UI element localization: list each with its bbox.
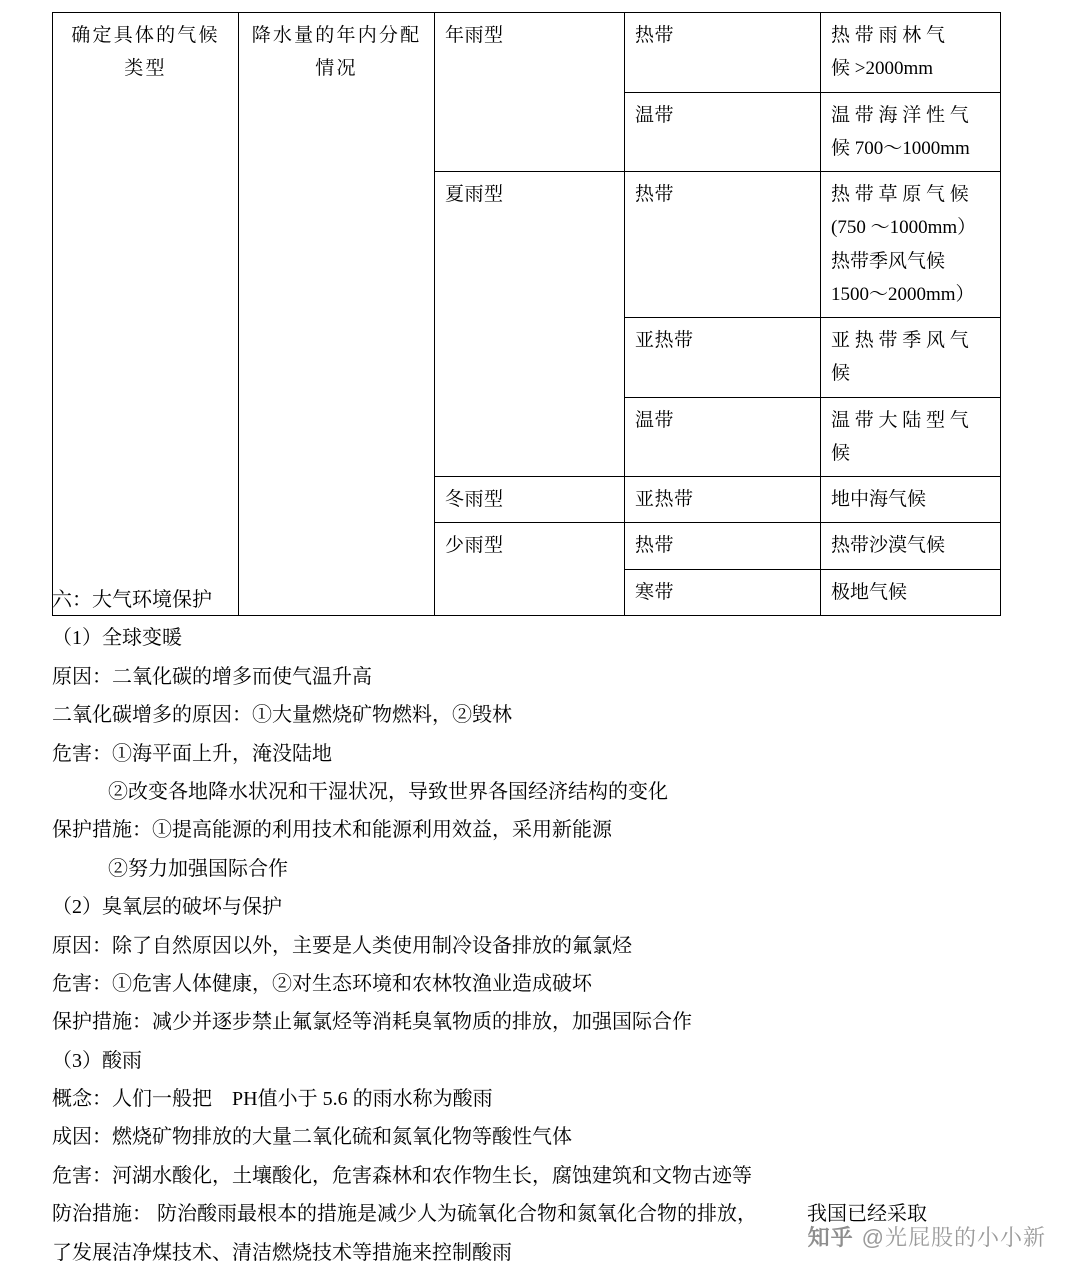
cell-text-line: 温 带 大 陆 型 气 [831, 409, 969, 431]
cell-text: 冬雨型 [445, 489, 504, 510]
note-line: 保护措施：①提高能源的利用技术和能源利用效益，采用新能源 [52, 819, 612, 842]
table-cell-zone [625, 397, 821, 477]
table-cell-zone [625, 92, 821, 172]
table-cell-zone [625, 477, 821, 523]
note-line: （2）臭氧层的破坏与保护 [52, 896, 282, 919]
table-cell-climate [821, 92, 1001, 172]
cell-text: 热带 [635, 25, 675, 46]
table-cell-precipitation-distribution [239, 13, 435, 616]
table-row [53, 13, 1001, 93]
cell-text-line: 候 >2000mm [831, 58, 934, 80]
note-line: ②改变各地降水状况和干湿状况，导致世界各国经济结构的变化 [108, 780, 668, 803]
note-line: 原因：二氧化碳的增多而使气温升高 [52, 665, 372, 688]
note-line: 成因：燃烧矿物排放的大量二氧化硫和氮氧化物等酸性气体 [52, 1126, 572, 1149]
cell-text-line: 热带季风气候 [831, 250, 946, 272]
table-cell-zone [625, 523, 821, 569]
cell-text: 少雨型 [445, 535, 504, 557]
cell-text: 亚热带 [635, 330, 694, 351]
cell-text-line: 1500～2000mm） [831, 283, 975, 305]
note-line: ②努力加强国际合作 [108, 857, 288, 880]
cell-text-line: 热 带 雨 林 气 [831, 25, 946, 46]
note-line: 原因：除了自然原因以外，主要是人类使用制冷设备排放的氟氯烃 [52, 934, 632, 957]
note-line: 概念：人们一般把 PH值小于 5.6 的雨水称为酸雨 [52, 1088, 493, 1111]
climate-type-table [52, 12, 1001, 616]
cell-text: 确定具体的气候类型 [71, 25, 220, 80]
note-line: 了发展洁净煤技术、清洁燃烧技术等措施来控制酸雨 [52, 1241, 512, 1264]
cell-text: 亚热带 [635, 489, 694, 510]
note-line: 防治措施： 防治酸雨最根本的措施是减少人为硫氧化合物和氮氧化合物的排放， 我国已经采取 [52, 1203, 927, 1226]
table-cell-climate [821, 318, 1001, 398]
cell-text: 温带 [635, 104, 675, 126]
table-cell-zone [625, 13, 821, 93]
cell-text-line: 温 带 海 洋 性 气 [831, 104, 969, 126]
cell-text: 寒带 [635, 581, 675, 603]
cell-text-line: 热带沙漠气候 [831, 535, 946, 557]
note-line: 危害：河湖水酸化，土壤酸化，危害森林和农作物生长，腐蚀建筑和文物古迹等 [52, 1164, 752, 1187]
watermark [808, 1221, 1046, 1252]
notes-body [52, 582, 1012, 1273]
cell-text-line: 候 [831, 363, 851, 385]
cell-text-line: 极地气候 [831, 581, 908, 603]
table-cell-climate [821, 13, 1001, 93]
cell-text-line: 热 带 草 原 气 候 [831, 184, 969, 205]
cell-text-line: 亚 热 带 季 风 气 [831, 330, 969, 351]
table-cell-rain-type [435, 477, 625, 523]
note-line: 六：大气环境保护 [52, 589, 212, 611]
table-cell-climate [821, 172, 1001, 318]
note-line: 保护措施：减少并逐步禁止氟氯烃等消耗臭氧物质的排放，加强国际合作 [52, 1011, 692, 1034]
cell-text: 温带 [635, 409, 675, 431]
table-cell-zone [625, 172, 821, 318]
table-cell-climate [821, 397, 1001, 477]
cell-text: 降水量的年内分配情况 [251, 25, 422, 80]
cell-text-line: (750 ～1000mm） [831, 217, 977, 239]
cell-text-line: 候 700～1000mm [831, 137, 970, 159]
cell-text: 夏雨型 [445, 184, 504, 205]
table-cell-rain-type [435, 172, 625, 477]
note-line: （1）全球变暖 [52, 627, 182, 650]
table-cell-climate [821, 477, 1001, 523]
cell-text: 热带 [635, 184, 675, 205]
table-cell-determine-climate [53, 13, 239, 616]
climate-type-table-container [52, 12, 1000, 616]
note-line: （3）酸雨 [52, 1049, 142, 1072]
zhihu-logo: 知乎 [807, 1225, 854, 1250]
table-cell-climate [821, 523, 1001, 569]
table-cell-zone [625, 318, 821, 398]
cell-text: 热带 [635, 535, 675, 557]
cell-text-line: 地中海气候 [831, 489, 927, 510]
note-line: 二氧化碳增多的原因：①大量燃烧矿物燃料，②毁林 [52, 704, 512, 727]
table-cell-rain-type [435, 13, 625, 172]
note-line: 危害：①危害人体健康，②对生态环境和农林牧渔业造成破坏 [52, 972, 592, 995]
cell-text-line: 候 [831, 442, 851, 464]
watermark-handle: @光屁股的小小新 [861, 1225, 1046, 1250]
cell-text: 年雨型 [445, 25, 504, 46]
note-line: 危害：①海平面上升，淹没陆地 [52, 742, 332, 765]
